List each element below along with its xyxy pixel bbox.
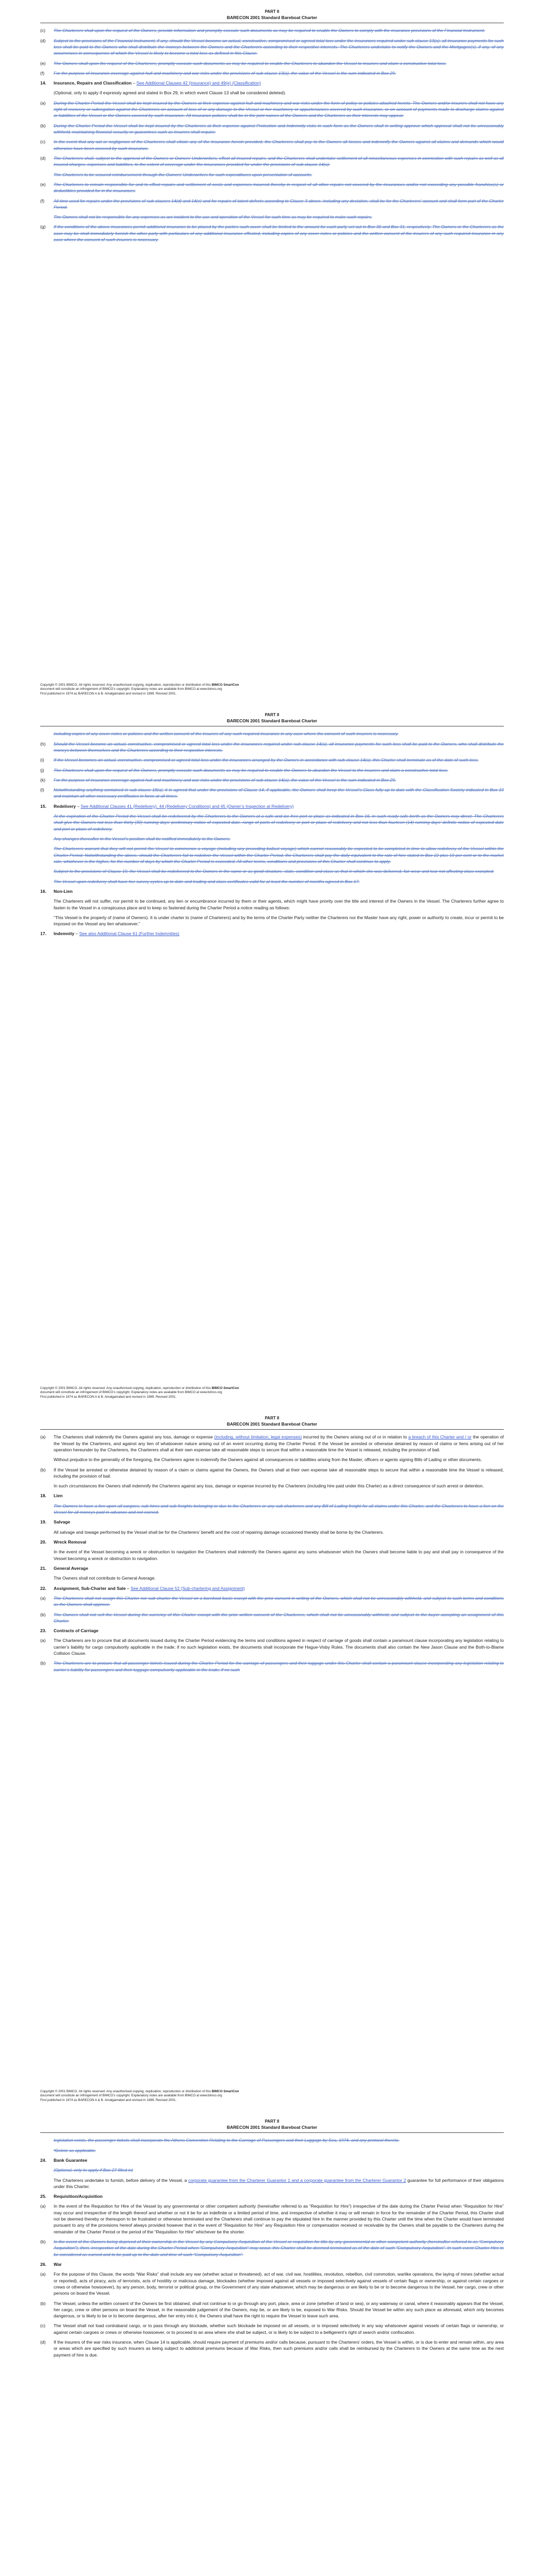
- clause-number: 14.: [40, 80, 46, 86]
- clause-number: 15.: [40, 803, 46, 809]
- clause-number: 16.: [40, 888, 46, 894]
- sub-clause: [40, 2167, 504, 2173]
- sub-clause: [40, 787, 504, 800]
- sub-clause-label: (a): [40, 1595, 46, 1601]
- footer-brand: BIMCO SmartCon: [211, 2089, 239, 2093]
- clause-title: Requisition/Acquisition: [54, 2194, 103, 2199]
- clause-title-wrap: [54, 2157, 87, 2163]
- clause-title: Lien: [54, 1493, 63, 1499]
- deleted-text: The Charterers shall upon the request of the Owners, provide information and promptly execute such documents as may be required to enable the Owners to comply with the insurance provisions of the Financial Instrument.: [54, 28, 485, 33]
- footer-notes: document will constitute an infringement of BIMCO’s copyright. Explanatory notes are available from BIMCO at www.bimco.org: [40, 1391, 222, 1394]
- sub-clause-text: The Vessel, unless the written consent of the Owners be first obtained, shall not continue to or go through any port, place, area or zone (whether of land or sea), or any waterway or canal, where it reasonably appears that the Vessel, her cargo, crew or other persons on board the Vessel, in the reasonable judgement of the Owners, may be, or are likely to be, exposed to War Risks. Should the Vessel be within any such place as aforesaid, which only becomes dangerous, or is likely to be or to become dangerous, after her entry into it, the Owners shall have the right to require the Vessel to leave such area.: [54, 2300, 504, 2319]
- clause-title: Indemnity: [54, 931, 75, 937]
- clause-heading: [40, 2261, 504, 2267]
- part-label: PART II: [265, 9, 279, 14]
- sub-clause-label: (b): [40, 2239, 46, 2245]
- sub-clause: [40, 2271, 504, 2296]
- part-label: PART II: [265, 713, 279, 717]
- sub-clause: [40, 813, 504, 832]
- clause-text: In the event of the Vessel becoming a wreck or obstruction to navigation the Charterers shall indemnify the Owners against any sums whatsoever which the Owners shall become liable to pay and shall pay in consequence of the Vessel becoming a wreck or obstruction to navigation.: [54, 1549, 504, 1561]
- sub-clause: [40, 214, 504, 220]
- deleted-text: including copies of any cover notes or policies and the written consent of the insurers of any such required insurance in any case where the consent of such insurers is necessary.: [54, 731, 399, 737]
- footer-history: First published in 1974 as BARECON A & B. Amalgamated and revised in 1989. Revised 2001.: [40, 2098, 177, 2102]
- clause-title-wrap: [54, 2193, 103, 2199]
- deleted-text: At the expiration of the Charter Period the Vessel shall be redelivered by the Charterers to the Owners at a safe and ice-free port or place as indicated in Box 16, in such ready safe berth as the Owners may direct. The Charterers shall give the Owners not less than thirty (30) running days’ preliminary notice of expected date, range of ports of redelivery or port or place of redelivery and not less than fourteen (14) running days’ definite notice of expected date and port or place of redelivery.: [54, 814, 504, 832]
- deleted-text: The Charterers to be secured reimbursement through the Owners’ Underwriters for such expenditures upon presentation of accounts.: [54, 172, 312, 177]
- deleted-text: The Owners shall not be responsible for any expenses as are incident to the use and operation of the Vessel for such time as may be required to make such repairs.: [54, 214, 372, 220]
- sub-clause-text: The Charterers are to procure that all documents issued during the Charter Period evidencing the terms and conditions agreed in respect of carriage of goods shall contain a paramount clause incorporating any legislation relating to carrier’s liability for cargo compulsorily applicable in the trade; if no such legislation exists, the documents shall incorporate the Hague-Visby Rules. The documents shall also contain the New Jason Clause and the Both-to-Blame Collision Clause.: [54, 1638, 504, 1656]
- sub-clause-label: (b): [40, 1612, 46, 1617]
- clause-title: Assignment, Sub-Charter and Sale: [54, 1585, 126, 1591]
- deleted-text: For the purpose of insurance coverage against hull and machinery and war risks under the provisions of sub-clause 13(a), the value of the Vessel is the sum indicated in Box 29.: [54, 70, 396, 76]
- deleted-text: During the Charter Period the Vessel shall be kept insured by the Charterers at their expense against Protection and Indemnity risks in such form as the Owners shall in writing approve which approval shall not be unreasonably withheld, maintaining financial security or guarantees such as insurers shall require.: [54, 123, 504, 135]
- sub-clause: [40, 845, 504, 865]
- clause-number: 18.: [40, 1493, 46, 1499]
- footer-brand: BIMCO SmartCon: [211, 1386, 239, 1390]
- sub-clause-label: [40, 836, 54, 842]
- sub-clause-label: (b): [40, 1660, 46, 1666]
- sub-clause-label: (b): [40, 1467, 46, 1472]
- sub-clause-label: [40, 2137, 54, 2143]
- sub-clause-label: (a): [40, 2204, 46, 2209]
- clause-reference-link[interactable]: See Additional Clauses 41 (Redelivery), 44 (Redelivery Conditions) and 45 (Owner’s Inspection at Redelivery): [80, 803, 294, 809]
- sub-clause-label: [40, 2167, 54, 2173]
- clause-title: Bank Guarantee: [54, 2157, 88, 2163]
- clause-title-wrap: Insurance, Repairs and Classification – See Additional Clauses 42 (Insurance) and 49(e) (Classification): [54, 80, 261, 86]
- footer-history: First published in 1974 as BARECON A & B. Amalgamated and revised in 1989. Revised 2001.: [40, 1395, 177, 1399]
- sub-clause: [40, 172, 504, 178]
- sub-clause: [40, 70, 504, 76]
- deleted-text: Any changes thereafter in the Vessel’s position shall be notified immediately to the Owners.: [54, 836, 231, 842]
- sub-clause: [40, 1503, 504, 1516]
- header-rule: [40, 1429, 504, 1430]
- sub-clause: [40, 198, 504, 211]
- page-1: [0, 0, 544, 703]
- footer-brand: BIMCO SmartCon: [211, 683, 239, 687]
- header-rule: [40, 2132, 504, 2133]
- clause-title: General Average: [54, 1565, 88, 1571]
- clause-title: Wreck Removal: [54, 1539, 87, 1545]
- sub-clause: [40, 2300, 504, 2319]
- sub-clause-label: [40, 878, 54, 885]
- sub-clause: [40, 741, 504, 754]
- deleted-text: The Charterers warrant that they will not permit the Vessel to commence a voyage (including any preceding ballast voyage) which cannot reasonably be expected to be completed in time to allow redelivery of the Vessel within the Charter Period. Notwithstanding the above, should the Charterers fail to redeliver the Vessel within the Charter Period, the Charterers shall pay the daily equivalent to the rate of hire stated in Box 22 plus 10 per cent or to the market rate, whichever is the higher, for the number of days by which the Charter Period is exceeded. All other terms, conditions and provisions of this Charter shall continue to apply.: [54, 846, 504, 864]
- clause-number: 23.: [40, 1628, 46, 1634]
- clause-title: War: [54, 2261, 62, 2267]
- deleted-text: If the conditions of the above insurances permit additional insurance to be placed by the parties such cover shall be limited to the amount for each party set out in Box 30 and Box 31, respectively. The Owners or the Charterers as the case may be shall immediately furnish the other party with particulars of any additional insurance effected, including copies of any cover notes or policies and the written consent of the insurers of any such required insurance in any case where the consent of such insurers is necessary.: [54, 224, 504, 243]
- clause-title: Redelivery: [54, 803, 76, 809]
- sub-clause-label: (d): [40, 155, 46, 161]
- sub-clause: [40, 868, 504, 874]
- sub-clause-label: [40, 731, 54, 737]
- clause-title: Non-Lien: [54, 888, 73, 894]
- clause-number: 25.: [40, 2194, 46, 2199]
- sub-clause: [40, 60, 504, 66]
- clause-number: 21.: [40, 1565, 46, 1571]
- clause-number: 26.: [40, 2261, 46, 2267]
- sub-clause: [40, 100, 504, 119]
- sub-clause-label: (h): [40, 741, 46, 747]
- clause-title-wrap: Indemnity – See also Additional Clause 61 (Further Indemnities): [54, 931, 179, 937]
- deleted-text: The Vessel upon redelivery shall have her survey cycles up to date and trading and class certificates valid for at least the number of months agreed in Box 17.: [54, 878, 360, 884]
- sub-clause: [40, 2203, 504, 2235]
- sub-clause: [40, 836, 504, 842]
- sub-clause: [40, 1467, 504, 1480]
- charter-title: BARECON 2001 Standard Bareboat Charter: [226, 2124, 318, 2130]
- deleted-text: The Charterers to remain responsible for and to effect repairs and settlement of costs and expenses incurred thereby in respect of all other repairs not covered by the insurances and/or not exceeding any possible franchise(s) or deductibles provided for in the insurances.: [54, 181, 504, 194]
- footer-copyright: Copyright © 2001 BIMCO. All rights reserved. Any unauthorised copying, duplication, reproduction or distribution of this BIMCO SmartCon: [40, 683, 239, 687]
- sub-clause: [40, 2147, 504, 2154]
- deleted-text: The Owners shall upon the request of the Charterers, promptly execute such documents as may be required to enable the Charterers to abandon the Vessel to insurers and claim a constructive total loss.: [54, 60, 447, 66]
- clause-heading: [40, 2157, 504, 2163]
- sub-clause-text: If the insurers of the war risks insurance, when Clause 14 is applicable, should require payment of premiums and/or calls because, pursuant to the Charterers’ orders, the Vessel is within, or is due to enter and remain within, any area or areas which are specified by such insurers as being subject to additional premiums because of War Risks, then such premiums and/or calls shall be reimbursed by the Charterers to the Owners at the same time as the next payment of hire is due.: [54, 2340, 504, 2358]
- sub-clause: [40, 1434, 504, 1453]
- deleted-text: The Owners shall not sell the Vessel during the currency of this Charter except with the prior written consent of the Charterers, which shall not be unreasonably withheld, and subject to the buyer accepting an assignment of this Charter.: [54, 1612, 504, 1623]
- sub-clause-label: (k): [40, 777, 45, 783]
- clause-heading: [40, 1539, 504, 1545]
- sub-clause-label: (a): [40, 100, 46, 106]
- sub-clause: [40, 1660, 504, 1673]
- sub-clause-text: In the event of the Requisition for Hire of the Vessel by any governmental or other competent authority (hereinafter referred to as “Requisition for Hire”) irrespective of the date during the Charter Period when “Requisition for Hire” may occur and irrespective of the length thereof and whether or not it be for an indefinite or a limited period of time, and irrespective of whether it may or will remain in force for the remainder of the Charter Period, this Charter shall not be deemed thereby or thereupon to be frustrated or otherwise terminated and the Charterers shall continue to pay the stipulated hire in the manner provided by this Charter until the time when the Charter would have terminated pursuant to any of the provisions hereof always provided however that in the event of “Requisition for Hire” any Requisition Hire or compensation received or receivable by the Owners shall be payable to the Charterers during the remainder of the Charter Period or the period of the “Requisition for Hire” whichever be the shorter.: [54, 2204, 504, 2234]
- clause-heading: [40, 1628, 504, 1634]
- sub-clause: [40, 2323, 504, 2335]
- deleted-text: *Delete as applicable.: [54, 2147, 96, 2153]
- clause-text: In such circumstances the Owners shall indemnify the Charterers against any loss, damage or expense incurred by the Charterers (including hire paid under this Charter) as a direct consequence of such arrest or detention.: [54, 1483, 484, 1489]
- deleted-text: In the event of the Owners being deprived of their ownership in the Vessel by any Compulsory Acquisition of the Vessel or requisition for title by any governmental or other competent authority (hereinafter referred to as “Compulsory Acquisition”), then, irrespective of the date during the Charter Period when “Compulsory Acquisition” may occur, this Charter shall be deemed terminated as of the date of such “Compulsory Acquisition”. In such event Charter Hire to be considered as earned and to be paid up to the date and time of such “Compulsory Acquisition”.: [54, 2239, 504, 2257]
- sub-clause-label: [40, 845, 54, 865]
- deleted-text: All time used for repairs under the provisions of sub-clauses 14(d) and 14(e) and for repairs of latent defects according to Clause 3 above, including any deviation, shall be for the Charterers’ account and shall form part of the Charter Period.: [54, 198, 504, 210]
- sub-clause-label: [40, 868, 54, 874]
- sub-clause: [40, 1595, 504, 1608]
- sub-clause: [40, 2239, 504, 2258]
- sub-clause-text: The Vessel shall not load contraband cargo, or to pass through any blockade, whether such blockade be imposed on all vessels, or is imposed selectively in any way whatsoever against vessels of certain flags or ownership, or against certain cargoes or crews or otherwise howsoever, or to proceed to an area where she shall be subject, or is likely to be subject to a belligerent’s right of search and/or confiscation.: [54, 2323, 504, 2335]
- clause-heading: [40, 930, 504, 937]
- deleted-text: The Owners to have a lien upon all cargoes, sub-hires and sub-freights belonging or due to the Charterers or any sub-charterers and any Bill of Lading freight for all claims under this Charter, and the Charterers to have a lien on the Vessel for all moneys paid in advance and not earned.: [54, 1503, 504, 1515]
- page-header: [40, 1416, 504, 1427]
- sub-clause-label: (c): [40, 2323, 45, 2329]
- deleted-text: The Charterers shall, subject to the approval of the Owners or Owners’ Underwriters, effect all insured repairs, and the Charterers shall undertake settlement of all miscellaneous expenses in connection with such repairs as well as all insured charges, expenses and liabilities, to the extent of coverage under the insurances provided for under the provisions of sub-clause 14(a).: [54, 155, 504, 167]
- deleted-text: During the Charter Period the Vessel shall be kept insured by the Owners at their expense against hull and machinery and war risks under the form of policy or policies attached hereto. The Owners and/or insurers shall not have any right of recovery or subrogation against the Charterers on account of loss of or any damage to the Vessel or her machinery or appurtenances covered by such insurance, or on account of payments made to discharge claims against or liabilities of the Vessel or the Owners covered by such insurance. All insurance policies shall be in the joint names of the Owners and the Charterers as their interests may appear.: [54, 100, 504, 118]
- deleted-text: The Charterers shall not assign this Charter nor sub-charter the Vessel on a bareboat basis except with the prior consent in writing of the Owners, which shall not be unreasonably withheld, and subject to such terms and conditions as the Owners shall approve.: [54, 1595, 504, 1607]
- sub-clause-label: (e): [40, 181, 46, 187]
- inserted-text: corporate guarantee from the Charterer Guarantor 1 and a corporate guarantee from the Charterer Guarantor 2: [188, 2177, 406, 2183]
- clause-text: (Optional, only to apply if expressly agreed and stated in Box 29, in which event Clause 13 shall be considered deleted).: [54, 90, 286, 96]
- sub-clause-label: (f): [40, 70, 45, 76]
- sub-clause-label: (i): [40, 757, 44, 763]
- clause-heading: [40, 1493, 504, 1499]
- clause-number: 22.: [40, 1585, 46, 1591]
- sub-clause-label: (f): [40, 198, 45, 204]
- deleted-text: Notwithstanding anything contained in sub-clause 18(a), it is agreed that under the provisions of Clause 14, if applicable, the Owners shall keep the Vessel’s Class fully up to date with the Classification Society indicated in Box 10 and maintain all other necessary certificates in force at all times.: [54, 787, 504, 799]
- sub-clause-label: (e): [40, 60, 46, 66]
- deleted-text: The Charterers are to procure that all passenger tickets issued during the Charter Period for the carriage of passengers and their luggage under this Charter shall contain a paramount clause incorporating any legislation relating to carrier’s liability for passengers and their luggage compulsorily applicable in the trade; if no such: [54, 1660, 504, 1672]
- deleted-text: Subject to the provisions of Clause 10, the Vessel shall be redelivered to the Owners in the same or as good structure, state, condition and class as that in which she was delivered, fair wear and tear not affecting class excepted.: [54, 869, 494, 874]
- sub-clause: [40, 27, 504, 33]
- clause-heading: [40, 80, 504, 86]
- page-header: [40, 713, 504, 724]
- sub-clause: [40, 777, 504, 783]
- sub-clause-label: (j): [40, 767, 44, 773]
- sub-clause-label: (d): [40, 38, 46, 43]
- clause-title-wrap: Assignment, Sub-Charter and Sale – See Additional Clause 52 (Sub-chartering and Assignment): [54, 1585, 245, 1591]
- sub-clause: [40, 2177, 504, 2190]
- sub-clause-label: (b): [40, 2300, 46, 2306]
- clause-reference-link[interactable]: See Additional Clause 52 (Sub-chartering and Assignment): [130, 1585, 245, 1591]
- clause-heading: [40, 1519, 504, 1525]
- deleted-text: legislation exists, the passenger tickets shall incorporate the Athens Convention Relating to the Carriage of Passengers and their Luggage by Sea, 1974, and any protocol thereto.: [54, 2138, 400, 2143]
- footer-history: First published in 1974 as BARECON A & B. Amalgamated and revised in 1989. Revised 2001.: [40, 691, 177, 696]
- charter-title: BARECON 2001 Standard Bareboat Charter: [226, 14, 318, 20]
- clause-heading: [40, 1585, 504, 1591]
- deleted-text: Should the Vessel become an actual, constructive, compromised or agreed total loss under the insurances required under sub-clause 14(a), all insurance payments for such loss shall be paid to the Owners, who shall distribute the moneys between themselves and the Charterers according to their respective interests.: [54, 741, 504, 753]
- clause-reference-link[interactable]: See also Additional Clause 61 (Further Indemnities): [79, 931, 179, 937]
- clause-number: 24.: [40, 2157, 46, 2163]
- sub-clause-label: [40, 2147, 54, 2154]
- deleted-text: (Optional, only to apply if Box 27 filled in): [54, 2167, 134, 2173]
- charter-title: BARECON 2001 Standard Bareboat Charter: [226, 1421, 318, 1427]
- sub-clause-label: (a): [40, 1434, 46, 1440]
- clause-title-wrap: [54, 1565, 88, 1571]
- footer-copyright: Copyright © 2001 BIMCO. All rights reserved. Any unauthorised copying, duplication, reproduction or distribution of this BIMCO SmartCon: [40, 1386, 239, 1390]
- clause-title-wrap: [54, 1628, 98, 1634]
- sub-clause-label: [40, 1503, 54, 1516]
- sub-clause: [40, 2137, 504, 2143]
- deleted-text: The Charterers shall upon the request of the Owners, promptly execute such documents as may be required to enable the Owners to abandon the Vessel to the insurers and claim a constructive total loss.: [54, 767, 449, 773]
- clause-text: Without prejudice to the generality of the foregoing, the Charterers agree to indemnify the Owners against all consequences or liabilities arising from the Master, officers or agents signing Bills of Lading or other documents.: [54, 1457, 482, 1463]
- clause-heading: [40, 1565, 504, 1571]
- sub-clause-label: [40, 2177, 54, 2190]
- page-footer: [40, 1386, 504, 1400]
- clause-heading: [40, 803, 504, 809]
- part-label: PART II: [265, 2119, 279, 2124]
- inserted-text: (including, without limitation, legal expenses): [214, 1434, 302, 1440]
- deleted-text: For the purpose of insurance coverage against hull and machinery and war risks under the provisions of sub-clause 14(a), the value of the Vessel is the sum indicated in Box 29.: [54, 777, 396, 783]
- charter-title: BARECON 2001 Standard Bareboat Charter: [226, 718, 318, 723]
- deleted-text: In the event that any act or negligence of the Charterers shall vitiate any of the insurance herein provided, the Charterers shall pay to the Owners all losses and indemnify the Owners against all claims and demands which would otherwise have been covered by such insurance.: [54, 139, 504, 151]
- clause-heading: [40, 2193, 504, 2199]
- clause-title: Insurance, Repairs and Classification: [54, 80, 132, 86]
- clause-title-wrap: [54, 2261, 62, 2267]
- sub-clause-label: [40, 214, 54, 220]
- clause-number: 20.: [40, 1539, 46, 1545]
- sub-clause: [40, 731, 504, 737]
- sub-clause: [40, 155, 504, 168]
- sub-clause: [40, 38, 504, 57]
- page-header: [40, 2119, 504, 2130]
- sub-clause-label: [40, 172, 54, 178]
- sub-clause-label: (b): [40, 123, 46, 128]
- part-label: PART II: [265, 1416, 279, 1420]
- clause-title-wrap: [54, 1519, 70, 1525]
- sub-clause-text: The Charterers shall indemnify the Owners against any loss, damage or expense (including, without limitation, legal expenses) incurred by the Owners arising out of or in relation to a breach of this Charter and / or the operation of the Vessel by the Charterers, and against any lien of whatsoever nature arising out of an event occurring during the Charter Period. If the Vessel be arrested or otherwise detained by reason of claims or liens arising out of her operation hereunder by the Charterers, the Charterers shall at their own expense take all reasonable steps to secure that within a reasonable time the Vessel is released, including the provision of bail.: [54, 1434, 504, 1452]
- sub-clause-label: (c): [40, 28, 45, 33]
- footer-copyright: Copyright © 2001 BIMCO. All rights reserved. Any unauthorised copying, duplication, reproduction or distribution of this BIMCO SmartCon: [40, 2089, 239, 2093]
- clause-title-wrap: [54, 1493, 62, 1499]
- deleted-text: Subject to the provisions of the Financial Instrument, if any, should the Vessel become an actual, constructive, compromised or agreed total loss under the insurances required under sub-clause 13(a), all insurance payments for such loss shall be paid to the Owners who shall distribute the moneys between the Owners and the Charterers according to their respective interests. The Charterers undertake to notify the Owners and the Mortgagee(s), if any, of any occurrences in consequence of which the Vessel is likely to become a total loss as defined in this Clause.: [54, 38, 504, 56]
- sub-clause: [40, 2339, 504, 2358]
- sub-clause-text: If the Vessel be arrested or otherwise detained by reason of a claim or claims against the Owners, the Owners shall at their own expense take all reasonable steps to secure that within a reasonable time the Vessel is released, including the provision of bail.: [54, 1467, 504, 1479]
- sub-clause-label: (l): [40, 787, 44, 793]
- clause-text: The Owners shall not contribute to General Average.: [54, 1575, 156, 1581]
- clause-text: “This Vessel is the property of (name of Owners). It is under charter to (name of Charterers) and by the terms of the Charter Party neither the Charterers nor the Master have any right, power or authority to create, incur or permit to be imposed on the Vessel any lien whatsoever.”: [54, 914, 504, 927]
- sub-clause: [40, 139, 504, 151]
- footer-notes: document will constitute an infringement of BIMCO’s copyright. Explanatory notes are available from BIMCO at www.bimco.org: [40, 687, 222, 691]
- sub-clause-label: (g): [40, 224, 46, 230]
- inserted-text: a breach of this Charter and / or: [408, 1434, 472, 1440]
- sub-clause: [40, 224, 504, 243]
- sub-clause-label: (d): [40, 2340, 46, 2345]
- sub-clause-label: (a): [40, 2272, 46, 2277]
- page-header: [40, 9, 504, 21]
- sub-clause: [40, 878, 504, 885]
- sub-clause: [40, 181, 504, 194]
- clause-title: Contracts of Carriage: [54, 1628, 98, 1634]
- page-footer: [40, 2090, 504, 2103]
- clause-number: 17.: [40, 931, 46, 937]
- clause-title-wrap: [54, 888, 73, 894]
- sub-clause: [40, 1612, 504, 1624]
- clause-reference-link[interactable]: See Additional Clauses 42 (Insurance) and 49(e) (Classification): [136, 80, 261, 86]
- sub-clause: [40, 123, 504, 135]
- sub-clause: [40, 767, 504, 773]
- clause-number: 19.: [40, 1519, 46, 1525]
- deleted-text: If the Vessel becomes an actual, constructive, compromised or agreed total loss under the insurances arranged by the Owners in accordance with sub-clause 14(a), this Charter shall terminate as of the date of such loss.: [54, 757, 479, 763]
- page-2: [0, 703, 544, 1406]
- sub-clause-label: (a): [40, 1638, 46, 1643]
- sub-clause-label: [40, 813, 54, 832]
- footer-notes: document will constitute an infringement of BIMCO’s copyright. Explanatory notes are available from BIMCO at www.bimco.org: [40, 2094, 222, 2097]
- clause-title-wrap: [54, 1539, 86, 1545]
- clause-text: The Charterers will not suffer, nor permit to be continued, any lien or encumbrance incurred by them or their agents, which might have priority over the title and interest of the Owners in the Vessel. The Charterers further agree to fasten to the Vessel in a conspicuous place and to keep so fastened during the Charter Period a notice reading as follows:: [54, 899, 504, 910]
- sub-clause: [40, 1637, 504, 1656]
- sub-clause-text: The Charterers undertake to furnish, before delivery of the Vessel, a corporate guarantee from the Charterer Guarantor 1 and a corporate guarantee from the Charterer Guarantor 2 guarantee for full performance of their obligations under this Charter.: [54, 2177, 504, 2189]
- sub-clause: [40, 757, 504, 763]
- sub-clause-label: (c): [40, 139, 45, 145]
- page-4: [0, 2110, 544, 2576]
- page-footer: [40, 683, 504, 697]
- sub-clause-text: For the purpose of this Clause, the words “War Risks” shall include any war (whether actual or threatened), act of war, civil war, hostilities, revolution, rebellion, civil commotion, warlike operations, the laying of mines (whether actual or reported), acts of piracy, acts of terrorists, acts of hostility or malicious damage, blockades (whether imposed against all vessels or imposed selectively against vessels of certain flags or ownership, or against certain cargoes or crews or otherwise howsoever), by any person, body, terrorist or political group, or the Government of any state whatsoever, which may be dangerous or are likely to be or to become dangerous to the Vessel, her cargo, crew or other persons on board the Vessel.: [54, 2272, 504, 2296]
- clause-title: Salvage: [54, 1519, 71, 1525]
- clause-text: All salvage and towage performed by the Vessel shall be for the Charterers’ benefit and the cost of repairing damage occasioned thereby shall be borne by the Charterers.: [54, 1529, 384, 1535]
- page-3: [0, 1406, 544, 2110]
- clause-title-wrap: Redelivery – See Additional Clauses 41 (Redelivery), 44 (Redelivery Conditions) and 45 (Owner’s Inspection at Redelivery): [54, 803, 294, 809]
- clause-heading: [40, 888, 504, 894]
